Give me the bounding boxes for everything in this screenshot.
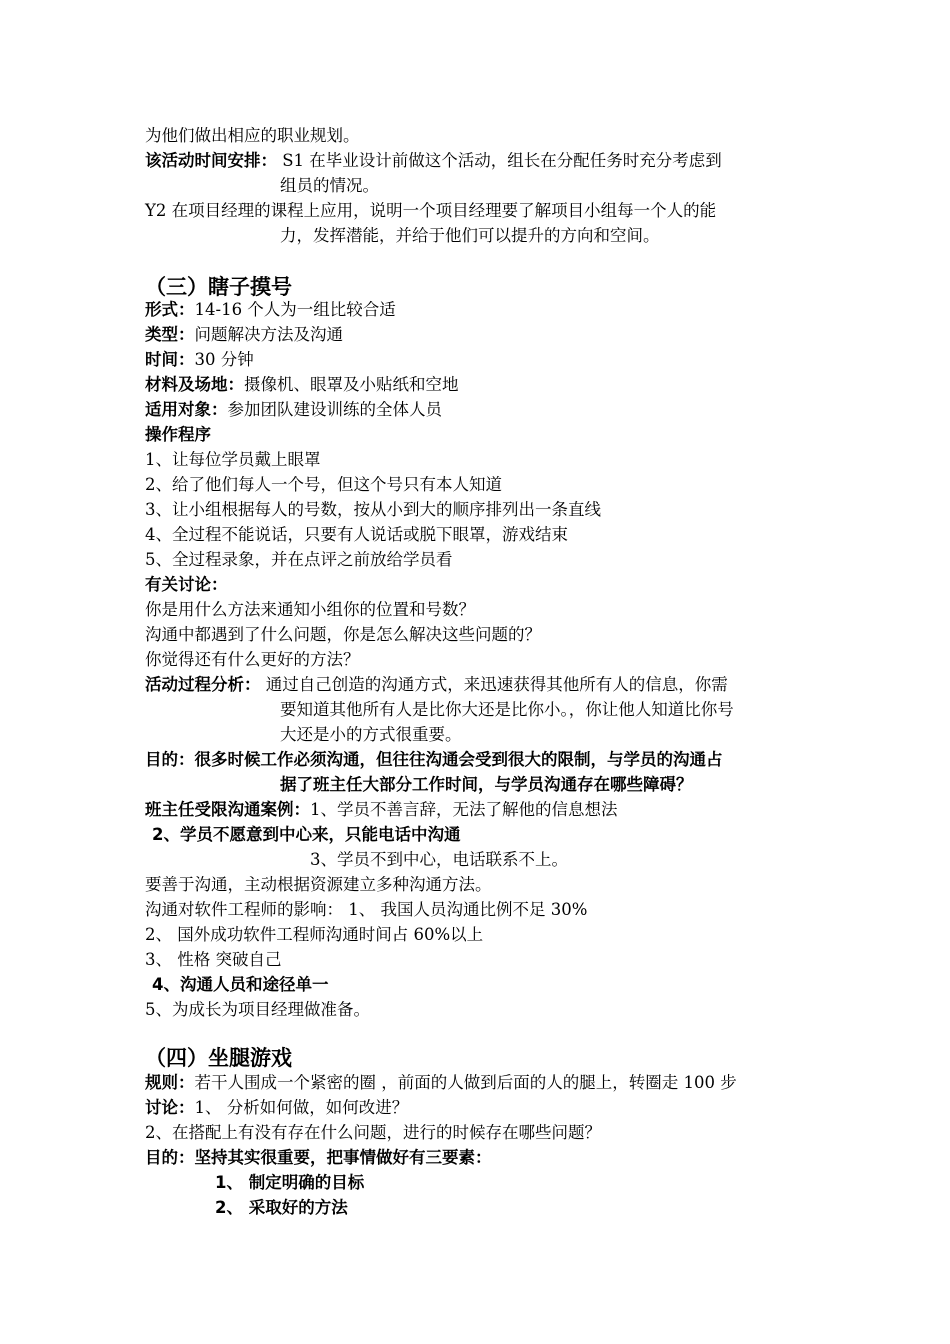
time-line	[145, 350, 254, 370]
discuss-item: 2、在搭配上有没有存在什么问题，进行的时候存在哪些问题？	[145, 1123, 601, 1142]
materials-label: 材料及场地：	[145, 375, 244, 394]
rule-line	[145, 1073, 737, 1093]
time-value: 30 分钟	[194, 350, 254, 369]
question-item: 你觉得还有什么更好的方法？	[145, 650, 360, 669]
step-item: 5、全过程录象，并在点评之前放给学员看	[145, 550, 453, 569]
type-value: 问题解决方法及沟通	[194, 325, 343, 344]
impact-line	[145, 900, 587, 920]
case-line	[145, 800, 618, 820]
schedule-line	[145, 151, 722, 171]
audience-label: 适用对象：	[145, 400, 228, 419]
form-line	[145, 300, 396, 320]
analysis-line	[145, 675, 728, 695]
section-4-title: （四）坐腿游戏	[145, 1046, 292, 1070]
analysis-cont: 要知道其他所有人是比你大还是比你小。，你让他人知道比你号	[280, 700, 734, 719]
form-label: 形式：	[145, 300, 195, 319]
schedule-cont: 组员的情况。	[280, 176, 379, 195]
case-item: 2、学员不愿意到中心来，只能电话中沟通	[152, 825, 461, 844]
question-item: 沟通中都遇到了什么问题，你是怎么解决这些问题的？	[145, 625, 541, 644]
analysis-cont: 大还是小的方式很重要。	[280, 725, 462, 744]
element-item: 2、 采取好的方法	[215, 1198, 348, 1217]
audience-line	[145, 400, 442, 420]
intro-line: 为他们做出相应的职业规划。	[145, 126, 360, 145]
type-line	[145, 325, 343, 345]
discuss-label: 讨论：	[145, 1098, 195, 1117]
step-item: 2、给了他们每人一个号，但这个号只有本人知道	[145, 475, 502, 494]
impact-item: 4、沟通人员和途径单一	[152, 975, 329, 994]
goal-line: 目的：坚持其实很重要，把事情做好有三要素：	[145, 1148, 492, 1167]
question-item: 你是用什么方法来通知小组你的位置和号数？	[145, 600, 475, 619]
y2-line: Y2 在项目经理的课程上应用，说明一个项目经理要了解项目小组每一个人的能	[145, 201, 717, 220]
schedule-text: S1 在毕业设计前做这个活动，组长在分配任务时充分考虑到	[282, 151, 722, 170]
materials-value: 摄像机、眼罩及小贴纸和空地	[244, 375, 459, 394]
impact-item: 5、为成长为项目经理做准备。	[145, 1000, 370, 1019]
methods-line: 要善于沟通，主动根据资源建立多种沟通方法。	[145, 875, 492, 894]
section-3-title: （三）瞎子摸号	[145, 275, 292, 299]
rule-label: 规则：	[145, 1073, 195, 1092]
analysis-label: 活动过程分析：	[145, 675, 261, 694]
analysis-text: 通过自己创造的沟通方式，来迅速获得其他所有人的信息，你需	[265, 675, 728, 694]
y2-cont: 力，发挥潜能，并给于他们可以提升的方向和空间。	[280, 226, 660, 245]
goal-cont: 据了班主任大部分工作时间，与学员沟通存在哪些障碍？	[280, 775, 693, 794]
discussion-label: 有关讨论：	[145, 575, 228, 594]
impact-label: 沟通对软件工程师的影响：	[145, 900, 343, 919]
time-label: 时间：	[145, 350, 195, 369]
audience-value: 参加团队建设训练的全体人员	[227, 400, 442, 419]
step-item: 1、让每位学员戴上眼罩	[145, 450, 321, 469]
schedule-label: 该活动时间安排：	[145, 151, 277, 170]
rule-text: 若干人围成一个紧密的圈 ，前面的人做到后面的人的腿上，转圈走 100 步	[194, 1073, 737, 1092]
case-item: 3、学员不到中心，电话联系不上。	[310, 850, 568, 869]
discuss-item: 1、 分析如何做，如何改进？	[194, 1098, 409, 1117]
procedure-label: 操作程序	[145, 425, 211, 444]
goal-line: 目的：很多时候工作必须沟通，但往往沟通会受到很大的限制，与学员的沟通占	[145, 750, 723, 769]
case-item: 1、学员不善言辞，无法了解他的信息想法	[310, 800, 618, 819]
case-label: 班主任受限沟通案例：	[145, 800, 310, 819]
discuss-line	[145, 1098, 408, 1118]
impact-item: 3、 性格 突破自己	[145, 950, 282, 969]
form-value: 14-16 个人为一组比较合适	[194, 300, 396, 319]
impact-item: 2、 国外成功软件工程师沟通时间占 60%以上	[145, 925, 484, 944]
step-item: 3、让小组根据每人的号数，按从小到大的顺序排列出一条直线	[145, 500, 601, 519]
impact-item: 1、 我国人员沟通比例不足 30%	[348, 900, 588, 919]
element-item: 1、 制定明确的目标	[215, 1173, 365, 1192]
step-item: 4、全过程不能说话，只要有人说话或脱下眼罩，游戏结束	[145, 525, 568, 544]
materials-line	[145, 375, 459, 395]
type-label: 类型：	[145, 325, 195, 344]
